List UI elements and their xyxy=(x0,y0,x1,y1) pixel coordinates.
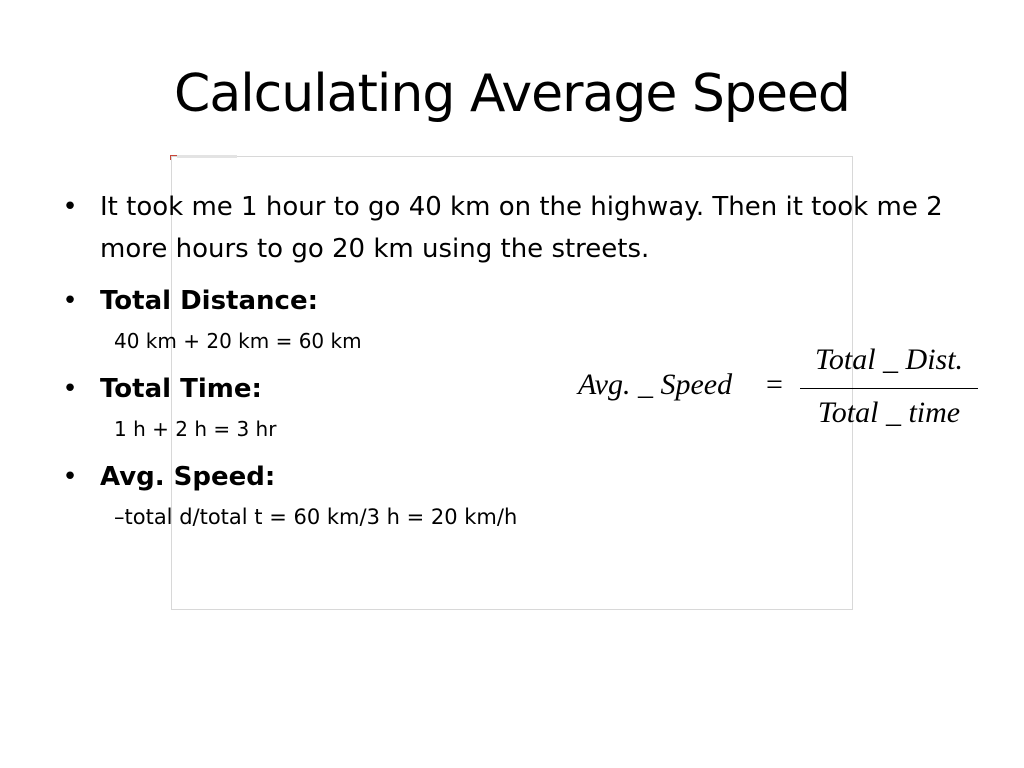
bullet-icon: • xyxy=(62,286,78,316)
dash-icon: – xyxy=(114,505,125,529)
bullet-intro xyxy=(60,186,960,270)
bullet-avg-speed xyxy=(60,456,960,498)
bullet-icon: • xyxy=(62,462,78,492)
average-speed-formula xyxy=(578,343,980,435)
fraction-bar xyxy=(800,388,978,389)
formula-equals: = xyxy=(766,368,783,401)
embedded-object-caption xyxy=(177,155,237,158)
formula-numerator: Total _ Dist. xyxy=(814,343,964,376)
formula-lhs: Avg. _ Speed xyxy=(578,368,733,401)
slide-title: Calculating Average Speed xyxy=(174,64,850,124)
avg-speed-value: total d/total t = 60 km/3 h = 20 km/h xyxy=(124,505,518,529)
bullet-total-distance xyxy=(60,280,960,322)
total-time-label: Total Time: xyxy=(100,374,262,404)
formula-denominator: Total _ time xyxy=(817,396,961,429)
avg-speed-value-row xyxy=(60,502,960,532)
total-time-value: 1 h + 2 h = 3 hr xyxy=(114,417,277,441)
broken-image-icon xyxy=(170,155,177,160)
bullet-icon: • xyxy=(62,374,78,404)
total-distance-value: 40 km + 20 km = 60 km xyxy=(114,329,362,353)
bullet-intro-text: It took me 1 hour to go 40 km on the highway. Then it took me 2 more hours to go 20 km using the streets. xyxy=(100,192,943,264)
bullet-icon: • xyxy=(62,192,78,222)
avg-speed-label: Avg. Speed: xyxy=(100,462,276,492)
total-distance-label: Total Distance: xyxy=(100,286,318,316)
